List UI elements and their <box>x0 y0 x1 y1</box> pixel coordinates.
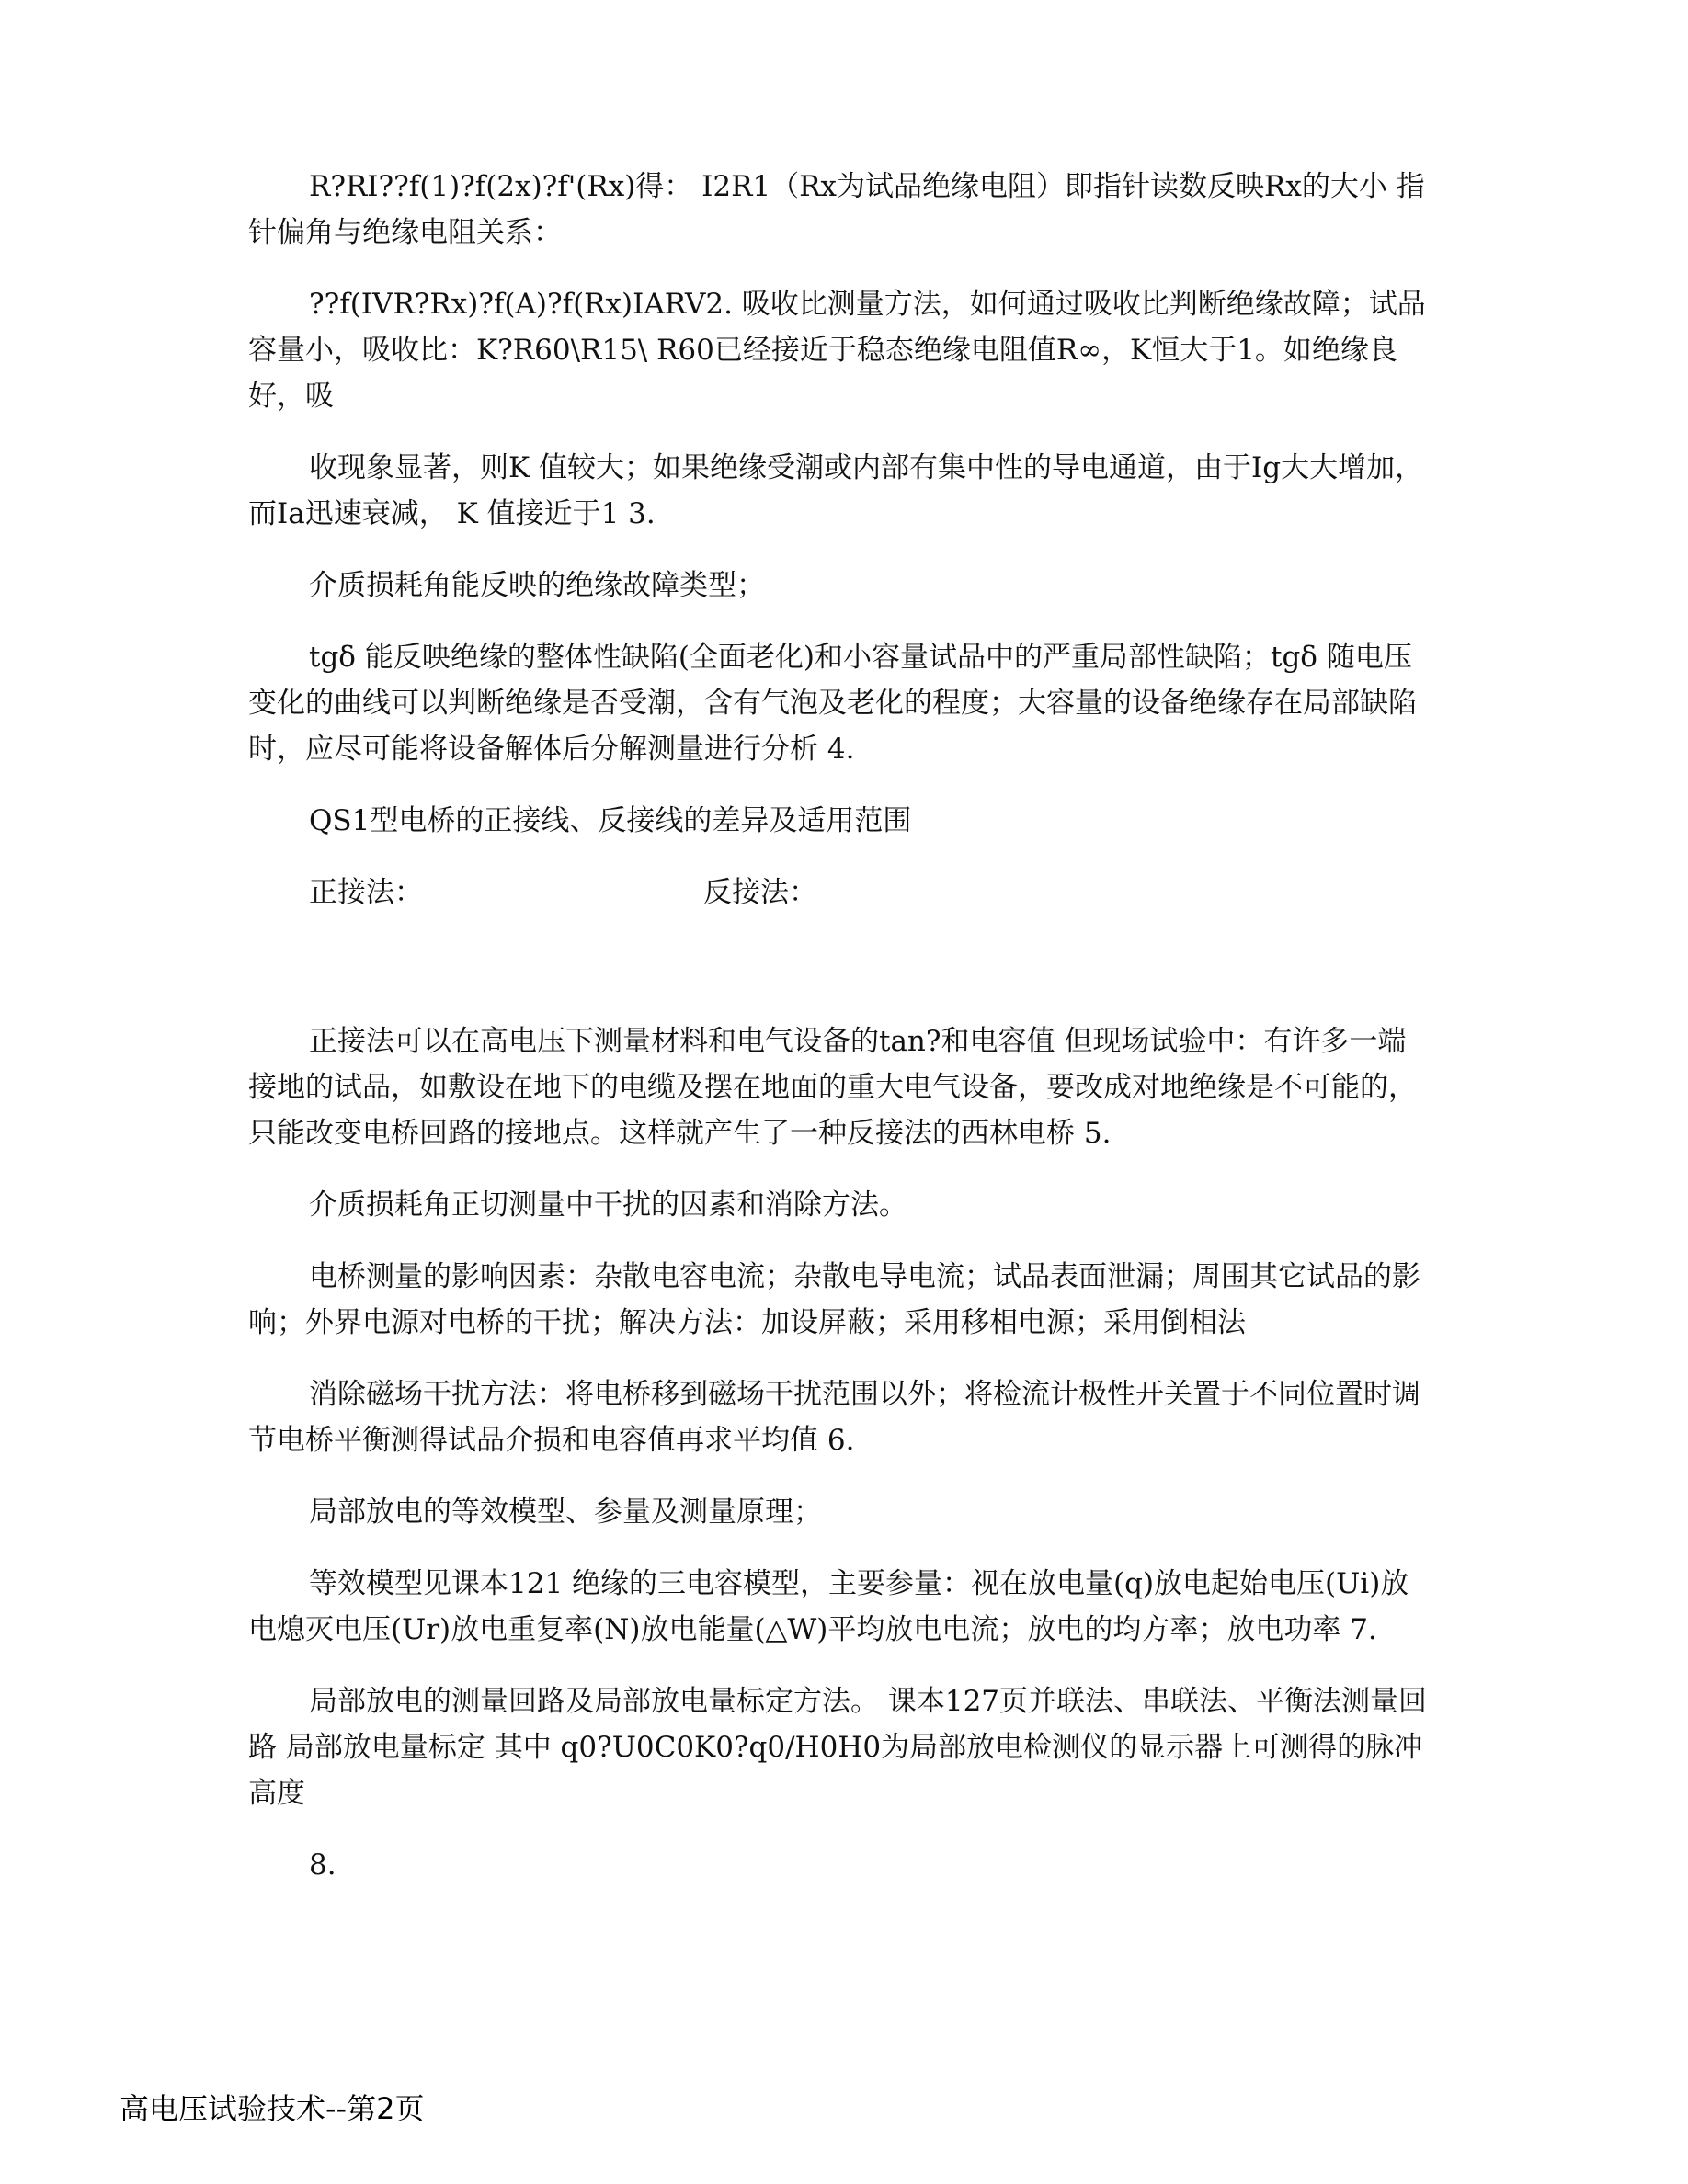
paragraph-dielectric-loss-heading: 介质损耗角能反映的绝缘故障类型； <box>309 569 765 602</box>
wiring-methods-row <box>248 870 1434 916</box>
paragraph-interference-heading: 介质损耗角正切测量中干扰的因素和消除方法。 <box>309 1189 907 1222</box>
paragraph-partial-discharge-heading: 局部放电的等效模型、参量及测量原理； <box>309 1496 822 1529</box>
positive-wiring-label: 正接法： <box>309 876 423 909</box>
page-footer: 高电压试验技术--第2页 <box>120 2091 425 2126</box>
paragraph-rx-meter: R?RI??f(1)?f(2x)?f'(Rx)得： I2R1（Rx为试品绝缘电阻）即指针读数反映Rx的大小 指针偏角与绝缘电阻关系： <box>248 170 1425 249</box>
negative-wiring-label: 反接法： <box>703 876 817 909</box>
paragraph-absorption-phenomenon: 收现象显著，则K 值较大；如果绝缘受潮或内部有集中性的导电通道，由于Ig大大增加，而Ia迅速衰减， K 值接近于1 3. <box>248 451 1424 530</box>
paragraph-qs1-bridge-heading: QS1型电桥的正接线、反接线的差异及适用范围 <box>309 804 912 837</box>
paragraph-bridge-factors: 电桥测量的影响因素：杂散电容电流；杂散电导电流；试品表面泄漏；周围其它试品的影响；外界电源对电桥的干扰；解决方法：加设屏蔽；采用移相电源；采用倒相法 <box>248 1260 1420 1339</box>
paragraph-item-8: 8. <box>309 1848 336 1882</box>
paragraph-absorption-ratio: ??f(IVR?Rx)?f(A)?f(Rx)IARV2. 吸收比测量方法，如何通过吸收比判断绝缘故障；试品容量小，吸收比：K?R60\R15\ R60已经接近于稳态绝缘电阻值R∞，K恒大于1。如绝缘良好，吸 <box>248 288 1426 413</box>
paragraph-positive-wiring-desc: 正接法可以在高电压下测量材料和电气设备的tan?和电容值 但现场试验中：有许多一端接地的试品，如敷设在地下的电缆及摆在地面的重大电气设备，要改成对地绝缘是不可能的，只能改变电桥回路的接地点。这样就产生了一种反接法的西林电桥 5. <box>248 1025 1417 1150</box>
paragraph-measurement-circuit: 局部放电的测量回路及局部放电量标定方法。 课本127页并联法、串联法、平衡法测量回路 局部放电量标定 其中 q0?U0C0K0?q0/H0H0为局部放电检测仪的显示器上可测得的脉冲高度 <box>248 1685 1428 1810</box>
paragraph-equivalent-model: 等效模型见课本121 绝缘的三电容模型，主要参量：视在放电量(q)放电起始电压(Ui)放电熄灭电压(Ur)放电重复率(N)放电能量(△W)平均放电电流；放电的均方率；放电功率 7. <box>248 1567 1409 1646</box>
paragraph-magnetic-interference: 消除磁场干扰方法：将电桥移到磁场干扰范围以外；将检流计极性开关置于不同位置时调节电桥平衡测得试品介损和电容值再求平均值 6. <box>248 1378 1420 1457</box>
paragraph-tan-delta-defects: tgδ 能反映绝缘的整体性缺陷(全面老化)和小容量试品中的严重局部性缺陷；tgδ 随电压变化的曲线可以判断绝缘是否受潮，含有气泡及老化的程度；大容量的设备绝缘存在局部缺陷时，应尽可能将设备解体后分解测量进行分析 4. <box>248 641 1417 766</box>
document-body <box>248 164 1434 1914</box>
